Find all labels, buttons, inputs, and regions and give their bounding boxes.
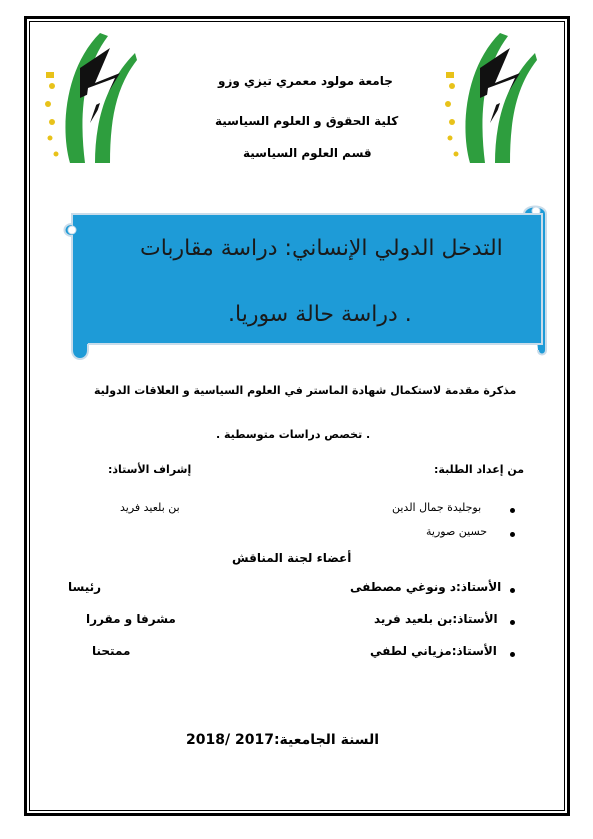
bullet (510, 652, 515, 657)
supervisor-label: إشراف الأستاذ: (108, 463, 192, 476)
student-name-1: بوجليدة جمال الدين (392, 501, 482, 514)
committee-member-2: الأستاذ:بن بلعيد فريد (374, 612, 498, 626)
thesis-title-line2: . دراسة حالة سوريا. (228, 302, 412, 327)
committee-member-3: الأستاذ:مزياني لطفي (370, 644, 497, 658)
title-banner (58, 200, 556, 360)
university-logo-left (40, 28, 140, 168)
academic-year: السنة الجامعية:2017 /2018 (186, 732, 380, 748)
committee-member-1: الأستاذ:د ونوغي مصطفى (350, 580, 502, 594)
faculty-name: كلية الحقوق و العلوم السياسية (215, 114, 399, 128)
department-name: قسم العلوم السياسية (243, 146, 372, 160)
bullet (510, 620, 515, 625)
committee-role-3: ممتحنا (92, 644, 131, 658)
memo-description: مذكرة مقدمة لاستكمال شهادة الماستر في العلوم السياسية و العلاقات الدولية (94, 384, 517, 397)
university-logo-right (440, 28, 540, 168)
bullet (510, 508, 515, 513)
university-name: جامعة مولود معمري تيزي وزو (218, 74, 393, 88)
bullet (510, 532, 515, 537)
student-name-2: حسين صورية (426, 525, 488, 538)
bullet (510, 588, 515, 593)
students-label: من إعداد الطلبة: (434, 463, 525, 476)
thesis-title-line1: التدخل الدولي الإنساني: دراسة مقاربات (140, 236, 503, 261)
specialization: . تخصص دراسات متوسطية . (216, 428, 371, 441)
committee-role-2: مشرفا و مقررا (86, 612, 176, 626)
committee-role-1: رئيسا (68, 580, 102, 594)
supervisor-name: بن بلعيد فريد (120, 501, 180, 514)
committee-title: أعضاء لجنة المناقش (232, 551, 352, 565)
